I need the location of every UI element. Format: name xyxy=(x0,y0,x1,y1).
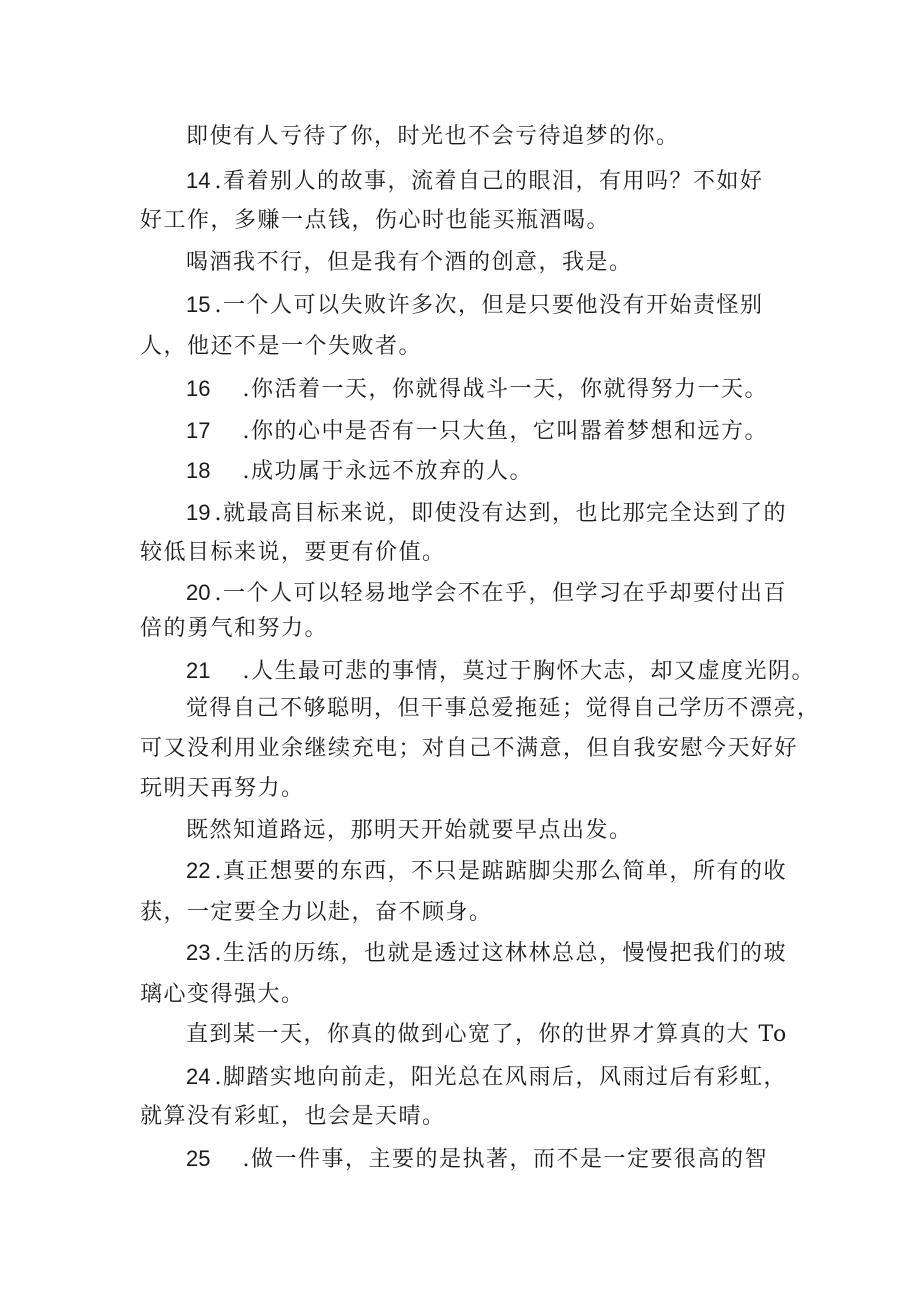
text-run: 直到某一天，你真的做到心宽了，你的世界才算真的大 To xyxy=(186,1022,788,1047)
text-run: .一个人可以失败许多次，但是只要他没有开始责怪别 xyxy=(214,293,764,318)
text-run: 较低目标来说，要更有价值。 xyxy=(140,540,446,565)
list-item-17 xyxy=(186,416,768,447)
item-number: 17 xyxy=(186,418,211,443)
list-item-16 xyxy=(186,374,768,405)
text-run: 璃心变得强大。 xyxy=(140,982,305,1007)
item-number: 24 xyxy=(186,1064,211,1089)
text-line xyxy=(140,1102,446,1132)
text-line xyxy=(140,898,493,928)
text-run: 即使有人亏待了你，时光也不会亏待追梦的你。 xyxy=(186,124,680,149)
list-item-21 xyxy=(186,656,815,687)
text-line xyxy=(186,816,633,846)
text-line xyxy=(186,1020,788,1050)
text-run: 好工作，多赚一点钱，伤心时也能买瓶酒喝。 xyxy=(140,208,611,233)
list-item-14 xyxy=(186,166,763,197)
item-number: 19 xyxy=(186,500,211,525)
list-item-19 xyxy=(186,498,787,529)
text-run: .看着别人的故事，流着自己的眼泪，有用吗？不如好 xyxy=(214,169,764,194)
item-number: 22 xyxy=(186,858,211,883)
text-line xyxy=(140,332,422,362)
list-item-18 xyxy=(186,456,533,487)
text-run: .脚踏实地向前走，阳光总在风雨后，风雨过后有彩虹， xyxy=(214,1065,787,1090)
item-number: 23 xyxy=(186,940,211,965)
text-run: 既然知道路远，那明天开始就要早点出发。 xyxy=(186,818,633,843)
item-number: 16 xyxy=(186,376,211,401)
text-run: 倍的勇气和努力。 xyxy=(140,616,329,641)
text-line xyxy=(186,694,821,724)
text-run: .做一件事，主要的是执著，而不是一定要很高的智 xyxy=(242,1147,768,1172)
text-line xyxy=(140,774,305,804)
text-run: 获，一定要全力以赴，奋不顾身。 xyxy=(140,900,493,925)
text-run: .一个人可以轻易地学会不在乎，但学习在乎却要付出百 xyxy=(214,581,787,606)
text-line xyxy=(140,980,305,1010)
list-item-25 xyxy=(186,1144,768,1175)
item-number: 21 xyxy=(186,658,211,683)
text-line xyxy=(140,206,610,236)
text-run: .成功属于永远不放弃的人。 xyxy=(242,459,533,484)
list-item-22 xyxy=(186,856,787,887)
item-number: 18 xyxy=(186,458,211,483)
item-number: 25 xyxy=(186,1146,211,1171)
text-run: .就最高目标来说，即使没有达到，也比那完全达到了的 xyxy=(214,501,787,526)
item-number: 15 xyxy=(186,292,211,317)
text-line xyxy=(186,122,680,152)
text-line xyxy=(140,734,798,764)
list-item-15 xyxy=(186,290,763,321)
text-run: .人生最可悲的事情，莫过于胸怀大志，却又虚度光阴。 xyxy=(242,659,815,684)
text-line xyxy=(140,538,446,568)
item-number: 20 xyxy=(186,580,211,605)
text-run: 玩明天再努力。 xyxy=(140,776,305,801)
text-line xyxy=(186,248,633,278)
text-run: 就算没有彩虹，也会是天晴。 xyxy=(140,1104,446,1129)
text-run: 人，他还不是一个失败者。 xyxy=(140,334,423,359)
text-run: .生活的历练，也就是透过这林林总总，慢慢把我们的玻 xyxy=(214,941,787,966)
text-run: .你的心中是否有一只大鱼，它叫嚣着梦想和远方。 xyxy=(242,419,768,444)
text-run: 觉得自己不够聪明，但干事总爱拖延；觉得自己学历不漂亮， xyxy=(186,696,821,721)
list-item-24 xyxy=(186,1062,787,1093)
item-number: 14 xyxy=(186,168,211,193)
list-item-20 xyxy=(186,578,787,609)
text-run: .真正想要的东西，不只是踮踮脚尖那么简单，所有的收 xyxy=(214,859,787,884)
list-item-23 xyxy=(186,938,787,969)
text-line xyxy=(140,614,328,644)
text-run: 可又没利用业余继续充电；对自己不满意，但自我安慰今天好好 xyxy=(140,736,799,761)
text-run: 喝酒我不行，但是我有个酒的创意，我是。 xyxy=(186,250,633,275)
text-run: .你活着一天，你就得战斗一天，你就得努力一天。 xyxy=(242,377,768,402)
